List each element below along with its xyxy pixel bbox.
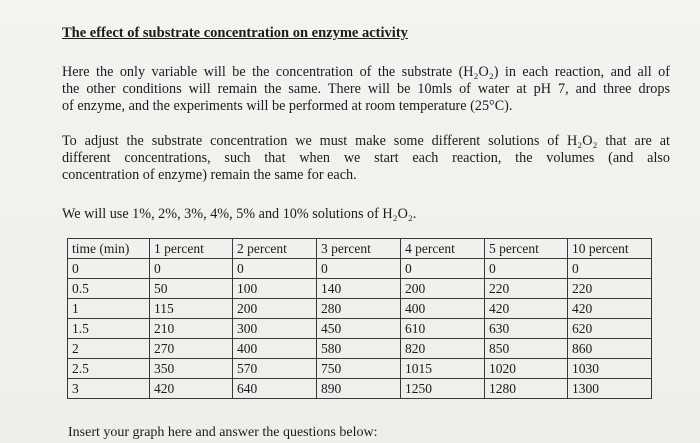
table-cell: 210	[150, 319, 233, 339]
table-header-cell: 10 percent	[568, 239, 652, 259]
table-header-cell: time (min)	[68, 239, 150, 259]
table-cell: 1280	[485, 379, 568, 399]
table-cell: 850	[485, 339, 568, 359]
table-cell: 1030	[568, 359, 652, 379]
method-line-3: concentration of enzyme) remain the same for each.	[62, 167, 357, 183]
table-cell: 420	[568, 299, 652, 319]
table-cell: 0	[150, 259, 233, 279]
table-cell: 200	[401, 279, 485, 299]
table-cell: 50	[150, 279, 233, 299]
table-cell: 300	[233, 319, 317, 339]
table-cell: 400	[233, 339, 317, 359]
table-cell: 570	[233, 359, 317, 379]
table-cell: 580	[317, 339, 401, 359]
table-cell: 860	[568, 339, 652, 359]
table-row	[68, 299, 652, 319]
table-header-row	[68, 239, 652, 259]
table-row	[68, 359, 652, 379]
table-cell: 115	[150, 299, 233, 319]
table-cell: 0	[485, 259, 568, 279]
method-line-1: To adjust the substrate concentration we must make some different solutions of H₂O₂ that are at	[62, 133, 670, 149]
table-cell: 280	[317, 299, 401, 319]
table-cell: 200	[233, 299, 317, 319]
intro-paragraph	[62, 64, 670, 115]
table-cell: 100	[233, 279, 317, 299]
table-cell: 0	[68, 259, 150, 279]
table-header-cell: 2 percent	[233, 239, 317, 259]
intro-line-3: of enzyme, and the experiments will be performed at room temperature (25°C).	[62, 98, 513, 114]
table-cell: 620	[568, 319, 652, 339]
table-cell: 0	[317, 259, 401, 279]
table-cell: 2	[68, 339, 150, 359]
table-cell: 820	[401, 339, 485, 359]
table-cell: 0	[568, 259, 652, 279]
method-line-2: different concentrations, such that when we start each reaction, the volumes (and also	[62, 150, 670, 166]
table-cell: 450	[317, 319, 401, 339]
table-cell: 1015	[401, 359, 485, 379]
table-header-cell: 3 percent	[317, 239, 401, 259]
table-cell: 630	[485, 319, 568, 339]
table-header-cell: 5 percent	[485, 239, 568, 259]
method-paragraph	[62, 133, 670, 184]
document-title: The effect of substrate concentration on enzyme activity	[62, 25, 408, 41]
table-cell: 0	[233, 259, 317, 279]
table-cell: 270	[150, 339, 233, 359]
results-table	[67, 238, 652, 399]
table-cell: 2.5	[68, 359, 150, 379]
table-cell: 400	[401, 299, 485, 319]
solutions-sentence: We will use 1%, 2%, 3%, 4%, 5% and 10% solutions of H₂O₂.	[62, 206, 417, 222]
intro-line-1: Here the only variable will be the concentration of the substrate (H₂O₂) in each reaction, and all of	[62, 64, 670, 80]
table-cell: 420	[485, 299, 568, 319]
table-cell: 420	[150, 379, 233, 399]
table-cell: 610	[401, 319, 485, 339]
insert-graph-instruction: Insert your graph here and answer the questions below:	[68, 425, 378, 440]
table-cell: 3	[68, 379, 150, 399]
table-cell: 220	[568, 279, 652, 299]
table-cell: 1300	[568, 379, 652, 399]
table-cell: 0	[401, 259, 485, 279]
table-cell: 220	[485, 279, 568, 299]
table-row	[68, 379, 652, 399]
table-row	[68, 319, 652, 339]
table-cell: 140	[317, 279, 401, 299]
table-header-cell: 4 percent	[401, 239, 485, 259]
table-row	[68, 339, 652, 359]
table-cell: 0.5	[68, 279, 150, 299]
table-row	[68, 279, 652, 299]
table-cell: 750	[317, 359, 401, 379]
table-cell: 350	[150, 359, 233, 379]
intro-line-2: the other conditions will remain the same. There will be 10mls of water at pH 7, and three drops	[62, 81, 670, 97]
table-cell: 890	[317, 379, 401, 399]
table-cell: 1	[68, 299, 150, 319]
table-cell: 1250	[401, 379, 485, 399]
table-cell: 1020	[485, 359, 568, 379]
table-cell: 640	[233, 379, 317, 399]
table-row	[68, 259, 652, 279]
table-cell: 1.5	[68, 319, 150, 339]
table-header-cell: 1 percent	[150, 239, 233, 259]
